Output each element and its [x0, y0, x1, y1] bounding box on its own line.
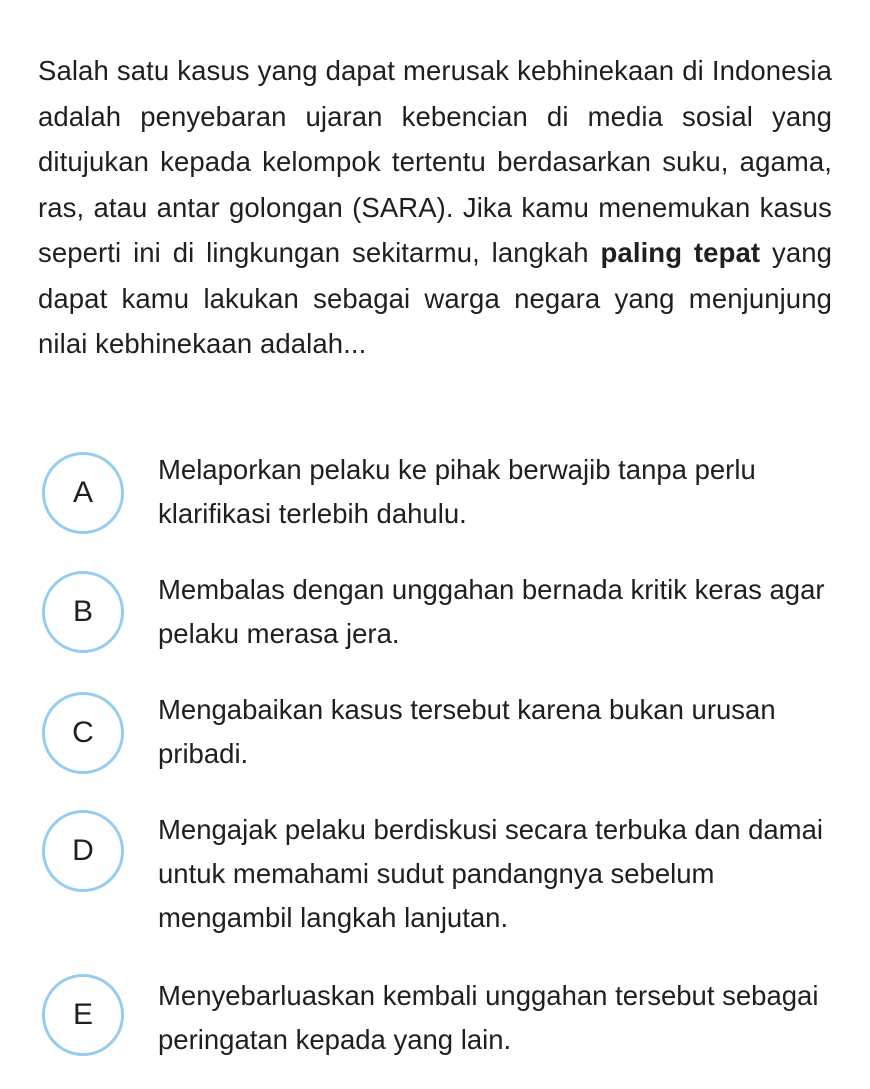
option-c-letter: C — [72, 716, 94, 749]
question-text-part-2: yang dapat kamu lakukan sebagai warga negara yang menjunjung nilai kebhinekaan adalah... — [38, 237, 833, 359]
option-e-letter: E — [72, 998, 93, 1031]
option-d-badge[interactable] — [42, 810, 124, 892]
option-c-badge[interactable] — [42, 692, 124, 774]
option-b-badge[interactable] — [42, 571, 124, 653]
option-b-letter: B — [72, 595, 93, 628]
question-text — [38, 48, 832, 367]
option-b-text[interactable]: Membalas dengan unggahan bernada kritik keras agar pelaku merasa jera. — [158, 574, 825, 649]
question-text-part-1: Salah satu kasus yang dapat merusak kebhinekaan di Indonesia adalah penyebaran ujaran kebencian di media sosial yang ditujukan kepada kelompok tertentu berdasarkan suku, agama, ras, atau antar golongan (SARA). Jika kamu menemukan kasus seperti ini di lingkungan sekitarmu, langkah — [38, 55, 832, 268]
question-emphasis: paling tepat — [600, 237, 761, 268]
option-c-text[interactable]: Mengabaikan kasus tersebut karena bukan urusan pribadi. — [158, 694, 776, 769]
option-d-text[interactable]: Mengajak pelaku berdiskusi secara terbuka dan damai untuk memahami sudut pandangnya sebelum mengambil langkah lanjutan. — [158, 814, 823, 933]
option-e-badge[interactable] — [42, 974, 124, 1056]
option-e-text[interactable]: Menyebarluaskan kembali unggahan tersebut sebagai peringatan kepada yang lain. — [158, 980, 819, 1055]
option-a-letter: A — [72, 476, 93, 509]
option-a-badge[interactable] — [42, 452, 124, 534]
option-d-letter: D — [72, 834, 94, 867]
option-a-text[interactable]: Melaporkan pelaku ke pihak berwajib tanpa perlu klarifikasi terlebih dahulu. — [158, 454, 756, 529]
